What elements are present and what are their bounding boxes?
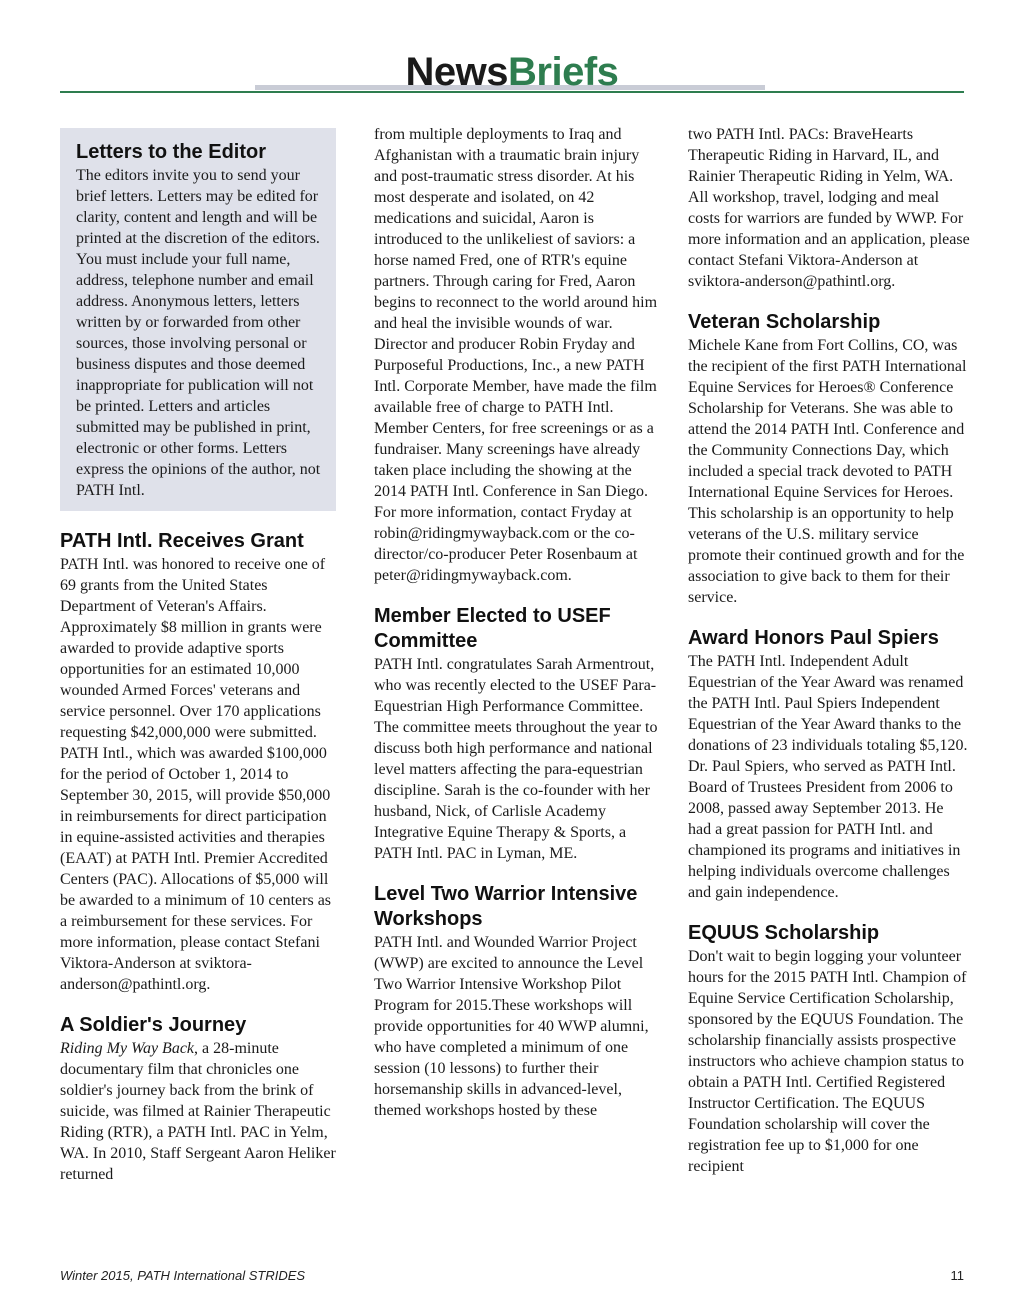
- footer-page-number: 11: [950, 1268, 964, 1283]
- page-title: [0, 50, 1024, 94]
- article-paul-spiers: [688, 626, 970, 903]
- article-equus-scholarship: [688, 921, 970, 1177]
- article-heading: EQUUS Scholarship: [688, 922, 880, 944]
- article-usef: [374, 604, 660, 864]
- article-heading: Award Honors Paul Spiers: [688, 627, 939, 649]
- article-heading: Level Two Warrior Intensive Workshops: [374, 883, 638, 930]
- article-body: The PATH Intl. Independent Adult Equestrian of the Year Award was renamed the PATH Intl. Paul Spiers Independent Equestrian of the Year Award thanks to the donations of 23 individuals totaling $5,120. Dr. Paul Spiers, who served as PATH Intl. Board of Trustees President from 2006 to 2008, passed away September 2013. He had a great passion for PATH Intl. and championed its programs and initiatives in helping individuals overcome challenges and gain independence.: [688, 653, 968, 901]
- article-warrior-workshops-continued: [688, 124, 970, 292]
- article-heading: PATH Intl. Receives Grant: [60, 530, 304, 552]
- page-title-news: News: [405, 50, 509, 94]
- column-1: [60, 124, 336, 1185]
- letters-sidebar: [60, 128, 336, 511]
- article-soldiers-journey: [60, 1013, 336, 1185]
- article-body: from multiple deployments to Iraq and Afghanistan with a traumatic brain injury and post-traumatic stress disorder. At his most desperate and isolated, on 42 medications and suicidal, Aaron is introduced to the unlikeliest of saviors: a horse named Fred, one of RTR's equine partners. Through caring for Fred, Aaron begins to reconnect to the world around him and heal the invisible wounds of war. Director and producer Robin Fryday and Purposeful Productions, Inc., a new PATH Intl. Corporate Member, have made the film available free of charge to PATH Intl. Member Centers, for free screenings or as a fundraiser. Many screenings have already taken place including the showing at the 2014 PATH Intl. Conference in San Diego. For more information, contact Fryday at robin@ridingmywayback.com or the co-director/co-producer Peter Rosenbaum at peter@ridingmywayback.com.: [374, 126, 658, 584]
- article-heading: A Soldier's Journey: [60, 1014, 247, 1036]
- article-heading: Member Elected to USEF Committee: [374, 605, 611, 652]
- column-2: [374, 124, 660, 1121]
- letters-body: The editors invite you to send your brief letters. Letters may be edited for clarity, content and length and will be printed at the discretion of the editors. You must include your full name, address, telephone number and email address. Anonymous letters, letters written by or forwarded from other sources, those involving personal or business disputes and those deemed inappropriate for publication will not be printed. Letters and articles submitted may be published in print, electronic or other forms. Letters express the opinions of the author, not PATH Intl.: [76, 167, 321, 499]
- article-heading: Veteran Scholarship: [688, 311, 881, 333]
- article-grant: [60, 529, 336, 995]
- page-title-briefs: Briefs: [508, 50, 619, 94]
- masthead: [0, 52, 1024, 96]
- article-body: PATH Intl. congratulates Sarah Armentrout, who was recently elected to the USEF Para-Equestrian High Performance Committee. The committee meets throughout the year to discuss both high performance and national level matters affecting the para-equestrian discipline. Sarah is the co-founder with her husband, Nick, of Carlisle Academy Integrative Equine Therapy & Sports, a PATH Intl. PAC in Lyman, ME.: [374, 656, 658, 862]
- article-body-text: , a 28-minute documentary film that chronicles one soldier's journey back from the brink of suicide, was filmed at Rainier Therapeutic Riding (RTR), a PATH Intl. PAC in Yelm, WA. In 2010, Staff Sergeant Aaron Heliker returned: [60, 1040, 336, 1183]
- column-3: [688, 124, 970, 1177]
- article-veteran-scholarship: [688, 310, 970, 608]
- letters-heading: Letters to the Editor: [76, 141, 267, 163]
- article-soldiers-journey-continued: [374, 124, 660, 586]
- footer-publication: Winter 2015, PATH International STRIDES: [60, 1268, 306, 1283]
- article-body: Michele Kane from Fort Collins, CO, was the recipient of the first PATH International Equine Services for Heroes® Conference Scholarship for Veterans. She was able to attend the 2014 PATH Intl. Conference and the Community Connections Day, which included a special track devoted to PATH International Equine Services for Heroes. This scholarship is an opportunity to help veterans of the U.S. military service promote their continued growth and for the association to give back to them for their service.: [688, 337, 967, 606]
- article-warrior-workshops: [374, 882, 660, 1121]
- article-body: PATH Intl. and Wounded Warrior Project (WWP) are excited to announce the Level Two Warrior Intensive Workshop Pilot Program for 2015.These workshops will provide opportunities for 40 WWP alumni, who have completed a minimum of one session (10 lessons) to further their horsemanship skills in advanced-level, themed workshops hosted by these: [374, 934, 649, 1119]
- article-body: two PATH Intl. PACs: BraveHearts Therapeutic Riding in Harvard, IL, and Rainier Therapeutic Riding in Yelm, WA. All workshop, travel, lodging and meal costs for warriors are funded by WWP. For more information and an application, please contact Stefani Viktora-Anderson at sviktora-anderson@pathintl.org.: [688, 126, 970, 290]
- article-body: Don't wait to begin logging your volunteer hours for the 2015 PATH Intl. Champion of Equine Service Certification Scholarship, sponsored by the EQUUS Foundation. The scholarship financially assists prospective instructors who achieve champion status to obtain a PATH Intl. Certified Registered Instructor Certification. The EQUUS Foundation scholarship will cover the registration fee up to $1,000 for one recipient: [688, 948, 967, 1175]
- article-body: PATH Intl. was honored to receive one of 69 grants from the United States Department of Veteran's Affairs. Approximately $8 million in grants were awarded to provide adaptive sports opportunities for an estimated 10,000 wounded Armed Forces' veterans and service personnel. Over 170 applications requesting $42,000,000 were submitted. PATH Intl., which was awarded $100,000 for the period of October 1, 2014 to September 30, 2015, will provide $50,000 in reimbursements for direct participation in equine-assisted activities and therapies (EAAT) at PATH Intl. Premier Accredited Centers (PAC). Allocations of $5,000 will be awarded to a minimum of 10 centers as a reimbursement for these services. For more information, please contact Stefani Viktora-Anderson at sviktora-anderson@pathintl.org.: [60, 556, 332, 993]
- article-body: [60, 1038, 336, 1185]
- film-title: Riding My Way Back: [60, 1040, 195, 1057]
